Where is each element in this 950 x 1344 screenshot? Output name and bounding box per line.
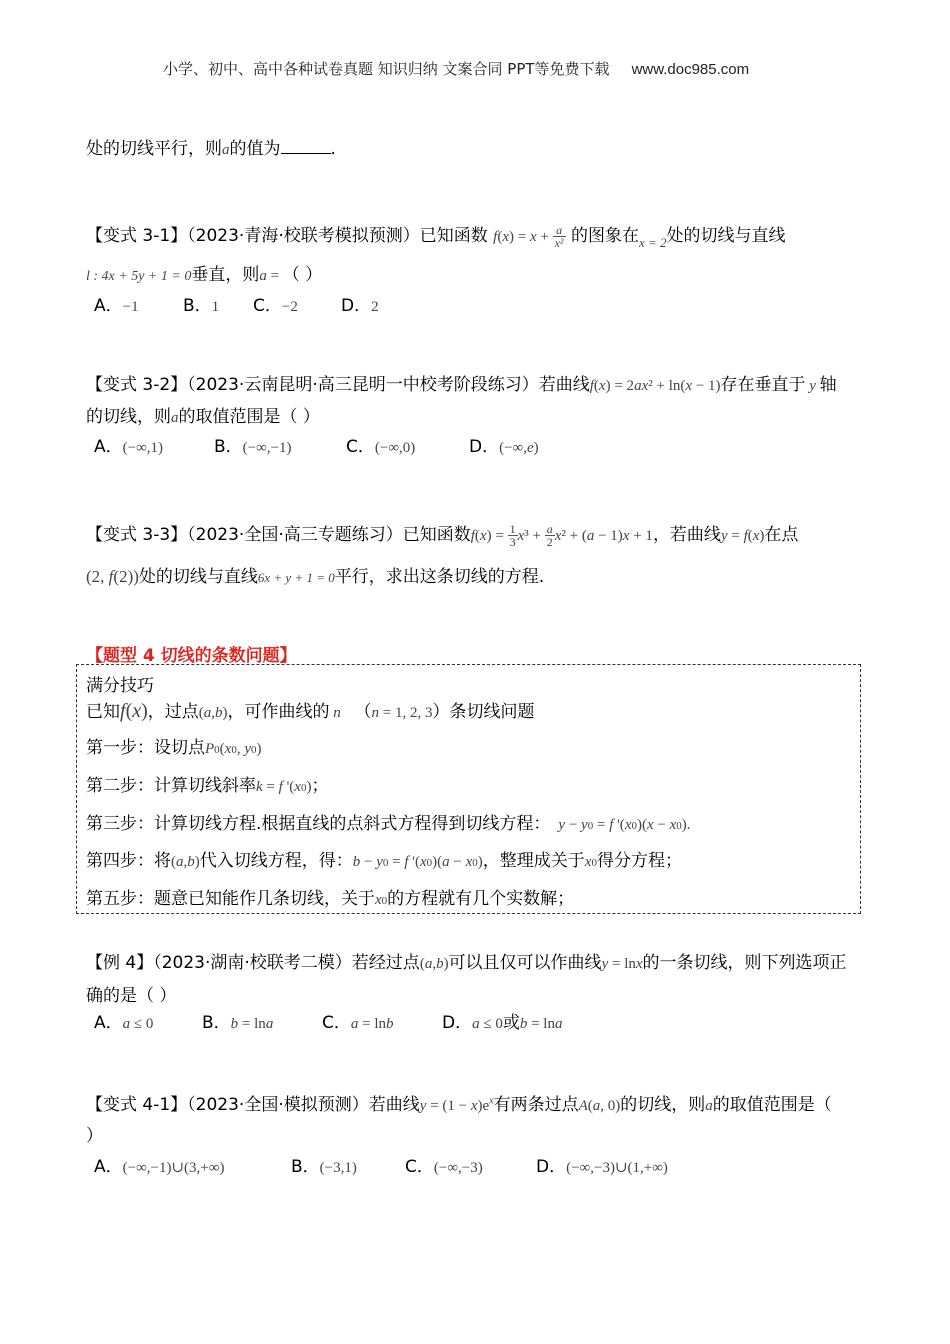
variant-4-1-line1: 【变式 4-1】（2023·全国·模拟预测）若曲线$y = (1 - x)e^x$有两条过点A(a, 0)的切线，则a的取值范围是（ (86, 1095, 832, 1115)
variant-3-1-line2: l : 4x + 5y + 1 = 0垂直，则a = （ ） (86, 265, 323, 285)
tips-step-2: 第二步：计算切线斜率k = f '(x0)； (86, 776, 329, 796)
example-tag: 【例 4】 (86, 953, 154, 973)
option-d[interactable]: D．(−∞,−3)∪(1,+∞) (536, 1157, 668, 1177)
tips-step-4: 第四步：将(a,b)代入切线方程，得：b − y0 = f '(x0)(a − x0)，整理成关于x0得分方程； (86, 851, 682, 871)
variant-3-3-line2: (2, f(2))处的切线与直线6x + y + 1 = 0平行，求出这条切线的方程. (86, 567, 545, 587)
variant-4-1-line2: ） (86, 1126, 103, 1146)
variant-3-2-line1: 【变式 3-2】（2023·云南昆明·高三昆明一中校考阶段练习）若曲线f(x) = 2ax² + ln(x − 1)存在垂直于 y 轴 (86, 375, 837, 395)
prev-question-tail: 处的切线平行，则a的值为 . (86, 139, 336, 159)
example-4-line2: 确的是（ ） (86, 986, 177, 1006)
variant-3-2-line2: 的切线，则a的取值范围是（ ） (86, 407, 320, 427)
tips-step-3: 第三步：计算切线方程.根据直线的点斜式方程得到切线方程： y − y0 = f '(x0)(x − x0). (86, 814, 691, 834)
option-d[interactable]: D．2 (341, 296, 379, 316)
option-c[interactable]: C．a = lnb (322, 1013, 394, 1033)
page-header (163, 58, 749, 79)
option-c[interactable]: C．(−∞,−3) (405, 1157, 483, 1177)
option-a[interactable]: A．(−∞,1) (94, 437, 164, 457)
tips-step-5: 第五步：题意已知能作几条切线，关于x0的方程就有几个实数解； (86, 889, 575, 909)
option-c[interactable]: C．(−∞,0) (346, 437, 416, 457)
variant-3-1-line1: 【变式 3-1】（2023·青海·校联考模拟预测）已知函数 f(x) = x + $\frac{a}{\text{x²}}$ 的图象在$_{x = 2}$处的切线与直线 (86, 222, 786, 250)
header-site-link[interactable]: www.doc985.com (631, 61, 750, 78)
example-4-line1: 【例 4】（2023·湖南·校联考二模）若经过点(a,b)可以且仅可以作曲线y = lnx的一条切线，则下列选项正 (86, 953, 847, 973)
option-a[interactable]: A．(−∞,−1)∪(3,+∞) (94, 1157, 225, 1177)
option-b[interactable]: B．(−3,1) (291, 1157, 357, 1177)
formula-fx: f (493, 229, 498, 245)
option-a[interactable]: A．−1 (94, 296, 139, 316)
variant-tag: 【变式 3-1】 (86, 226, 188, 246)
option-b[interactable]: B．1 (183, 296, 220, 316)
tips-step-1: 第一步：设切点P0(x0, y0) (86, 738, 262, 758)
variant-tag: 【变式 3-2】 (86, 375, 188, 395)
tips-title: 满分技巧 (86, 676, 154, 696)
option-c[interactable]: C．−2 (253, 296, 298, 316)
option-b[interactable]: B．(−∞,−1) (214, 437, 292, 457)
option-b[interactable]: B．b = lna (202, 1013, 274, 1033)
option-d[interactable]: D．a ≤ 0或b = lna (442, 1013, 563, 1033)
section-title: 【题型 4 切线的条数问题】 (86, 646, 297, 666)
option-a[interactable]: A．a ≤ 0 (94, 1013, 154, 1033)
option-d[interactable]: D．(−∞,e) (469, 437, 539, 457)
header-text: 小学、初中、高中各种试卷真题 知识归纳 文案合同 PPT等免费下载 (163, 60, 610, 78)
tips-line-1: 已知f(x)，过点(a,b)，可作曲线的 n （n = 1, 2, 3）条切线问题 (86, 700, 535, 722)
variant-tag: 【变式 3-3】 (86, 525, 188, 545)
variant-3-3-line1: 【变式 3-3】（2023·全国·高三专题练习）已知函数f(x) = $\frac{1}{3}$ x³ + $\frac{a}{2}$ x² + (a − 1)x + 1，若曲线y = f(x)在点 (86, 521, 799, 549)
answer-blank (281, 139, 331, 154)
variant-tag: 【变式 4-1】 (86, 1095, 188, 1115)
